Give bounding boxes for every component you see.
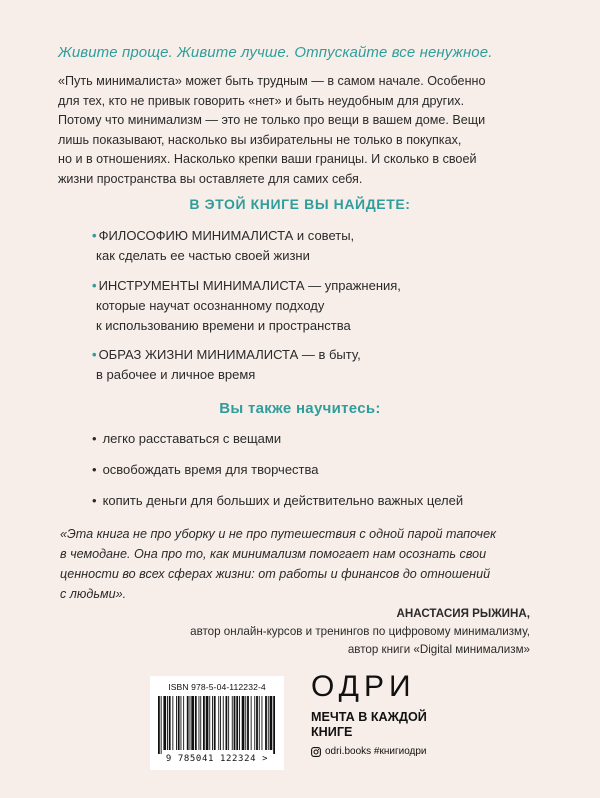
social-handle: odri.books #книгиодри bbox=[325, 746, 427, 757]
bullet-icon: • bbox=[92, 278, 97, 293]
learn-item-text: копить деньги для больших и действительно важных целей bbox=[102, 493, 464, 508]
quote-line: с людьми». bbox=[60, 587, 127, 601]
intro-line: но и в отношениях. Насколько крепки ваши границы. И сколько в своей bbox=[58, 152, 477, 167]
find-item-line: как сделать ее частью своей жизни bbox=[96, 248, 310, 263]
intro-line: «Путь минималиста» может быть трудным — в самом начале. Особенно bbox=[58, 74, 486, 88]
intro-line: жизни пространства вы оставляете для самих себя. bbox=[58, 171, 363, 186]
publisher-slogan bbox=[311, 710, 461, 740]
publisher-block bbox=[311, 670, 461, 757]
barcode-bars bbox=[156, 696, 278, 754]
author-description: автор онлайн-курсов и тренингов по цифровому минимализму, bbox=[190, 625, 530, 638]
quote-line: в чемодане. Она про то, как минимализм помогает нам осознать свои bbox=[60, 547, 487, 561]
instagram-icon bbox=[311, 747, 321, 757]
barcode bbox=[150, 676, 284, 770]
learn-item bbox=[92, 461, 532, 479]
intro-text bbox=[58, 72, 553, 190]
find-item-line: которые научат осознанному подходу bbox=[96, 298, 325, 313]
author-name: АНАСТАСИЯ РЫЖИНА, bbox=[396, 607, 530, 620]
quote-line: «Эта книга не про уборку и не про путешествия с одной парой тапочек bbox=[60, 527, 497, 541]
bullet-icon: • bbox=[92, 431, 97, 446]
tagline: Живите проще. Живите лучше. Отпускайте все ненужное. bbox=[58, 44, 493, 61]
learn-section-title: Вы также научитесь: bbox=[219, 400, 381, 417]
learn-item-text: освобождать время для творчества bbox=[102, 462, 319, 477]
learn-item bbox=[92, 430, 532, 448]
barcode-number: 9 785041 122324 > bbox=[165, 754, 269, 764]
publisher-social bbox=[311, 746, 461, 757]
slogan-line: КНИГЕ bbox=[311, 725, 353, 739]
bullet-icon: • bbox=[92, 462, 97, 477]
bullet-icon: • bbox=[92, 493, 97, 508]
bullet-icon: • bbox=[92, 347, 97, 362]
find-item bbox=[92, 276, 492, 336]
find-item bbox=[92, 226, 492, 266]
find-item-line: в рабочее и личное время bbox=[96, 367, 256, 382]
publisher-logo: ОДРИ bbox=[311, 670, 416, 703]
find-item-line: ФИЛОСОФИЮ МИНИМАЛИСТА и советы, bbox=[98, 228, 355, 243]
author-description: автор книги «Digital минимализм» bbox=[347, 643, 530, 656]
bullet-icon: • bbox=[92, 228, 97, 243]
quote bbox=[60, 524, 550, 604]
find-item-line: ОБРАЗ ЖИЗНИ МИНИМАЛИСТА — в быту, bbox=[98, 347, 361, 362]
quote-author bbox=[110, 605, 530, 659]
learn-item-text: легко расставаться с вещами bbox=[102, 431, 282, 446]
find-item-line: к использованию времени и пространства bbox=[96, 318, 351, 333]
find-section-title: В ЭТОЙ КНИГЕ ВЫ НАЙДЕТЕ: bbox=[189, 196, 411, 212]
find-item bbox=[92, 345, 492, 385]
isbn-label: ISBN 978-5-04-112232-4 bbox=[168, 682, 266, 692]
intro-line: для тех, кто не привык говорить «нет» и быть неудобным для других. bbox=[58, 93, 465, 108]
quote-line: ценности во всех сферах жизни: от работы и финансов до отношений bbox=[60, 567, 491, 581]
find-item-line: ИНСТРУМЕНТЫ МИНИМАЛИСТА — упражнения, bbox=[98, 278, 401, 293]
intro-line: Потому что минимализм — это не только про вещи в вашем доме. Вещи bbox=[58, 113, 486, 128]
slogan-line: МЕЧТА В КАЖДОЙ bbox=[311, 710, 427, 724]
learn-item bbox=[92, 492, 532, 510]
intro-line: лишь показывают, насколько вы избирательны не только в покупках, bbox=[58, 132, 462, 147]
